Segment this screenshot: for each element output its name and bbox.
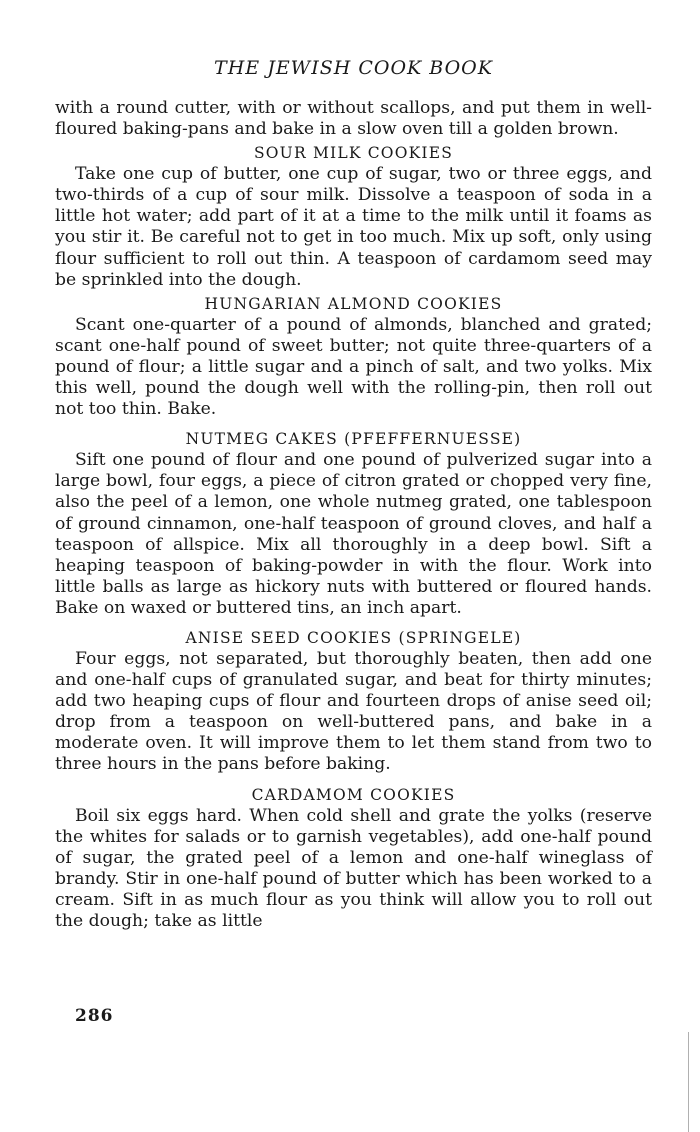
running-head: THE JEWISH COOK BOOK	[214, 57, 493, 79]
recipe-title-hungarian-almond-cookies: HUNGARIAN ALMOND COOKIES	[204, 294, 503, 313]
book-page	[55, 54, 652, 932]
page-edge-divider	[688, 1032, 689, 1132]
recipe-text-hungarian-almond-cookies: Scant one-quarter of a pound of almonds, blanched and grated; scant one-half pound of sweet butter; not quite three-quarters of a pound of flour; a little sugar and a pinch of salt, and two yolks. Mix this well, pound the dough well with the rolling-pin, then roll out not too thin. Bake.	[55, 314, 652, 420]
page-number: 286	[75, 1006, 114, 1026]
recipe-text-sour-milk-cookies: Take one cup of butter, one cup of sugar, two or three eggs, and two-thirds of a cup of sour milk. Dissolve a teaspoon of soda in a little hot water; add part of it at a time to the milk until it foams as you stir it. Be careful not to get in too much. Mix up soft, only using flour sufficient to roll out thin. A teaspoon of cardamom seed may be sprinkled into the dough.	[55, 164, 652, 290]
recipe-title-nutmeg-cakes: NUTMEG CAKES (PFEFFERNUESSE)	[185, 430, 522, 449]
recipe-text-cardamom-cookies: Boil six eggs hard. When cold shell and grate the yolks (reserve the whites for salads or to garnish vegetables), add one-half pound of sugar, the grated peel of a lemon and one-half wineglass of brandy. Stir in one-half pound of butter which has been worked to a cream. Sift in as much flour as you think will allow you to roll out the dough; take as little	[55, 805, 652, 931]
recipe-title-sour-milk-cookies: SOUR MILK COOKIES	[253, 144, 454, 163]
recipe-title-cardamom-cookies: CARDAMOM COOKIES	[251, 785, 456, 804]
continuation-paragraph: with a round cutter, with or without scallops, and put them in well-floured baking-pans and bake in a slow oven till a golden brown.	[55, 98, 652, 140]
recipe-text-nutmeg-cakes: Sift one pound of flour and one pound of pulverized sugar into a large bowl, four eggs, a piece of citron grated or chopped very fine, also the peel of a lemon, one whole nutmeg grated, one tablespoon of ground cinnamon, one-half teaspoon of ground cloves, and half a teaspoon of allspice. Mix all thoroughly in a deep bowl. Sift a heaping teaspoon of baking-powder in with the flour. Work into little balls as large as hickory nuts with buttered or floured hands. Bake on waxed or buttered tins, an inch apart.	[55, 450, 652, 618]
recipe-text-anise-seed-cookies: Four eggs, not separated, but thoroughly beaten, then add one and one-half cups of granulated sugar, and beat for thirty minutes; add two heaping cups of flour and fourteen drops of anise seed oil; drop from a teaspoon on well-buttered pans, and bake in a moderate oven. It will improve them to let them stand from two to three hours in the pans before baking.	[55, 648, 652, 775]
recipe-title-anise-seed-cookies: ANISE SEED COOKIES (SPRINGELE)	[185, 628, 522, 647]
